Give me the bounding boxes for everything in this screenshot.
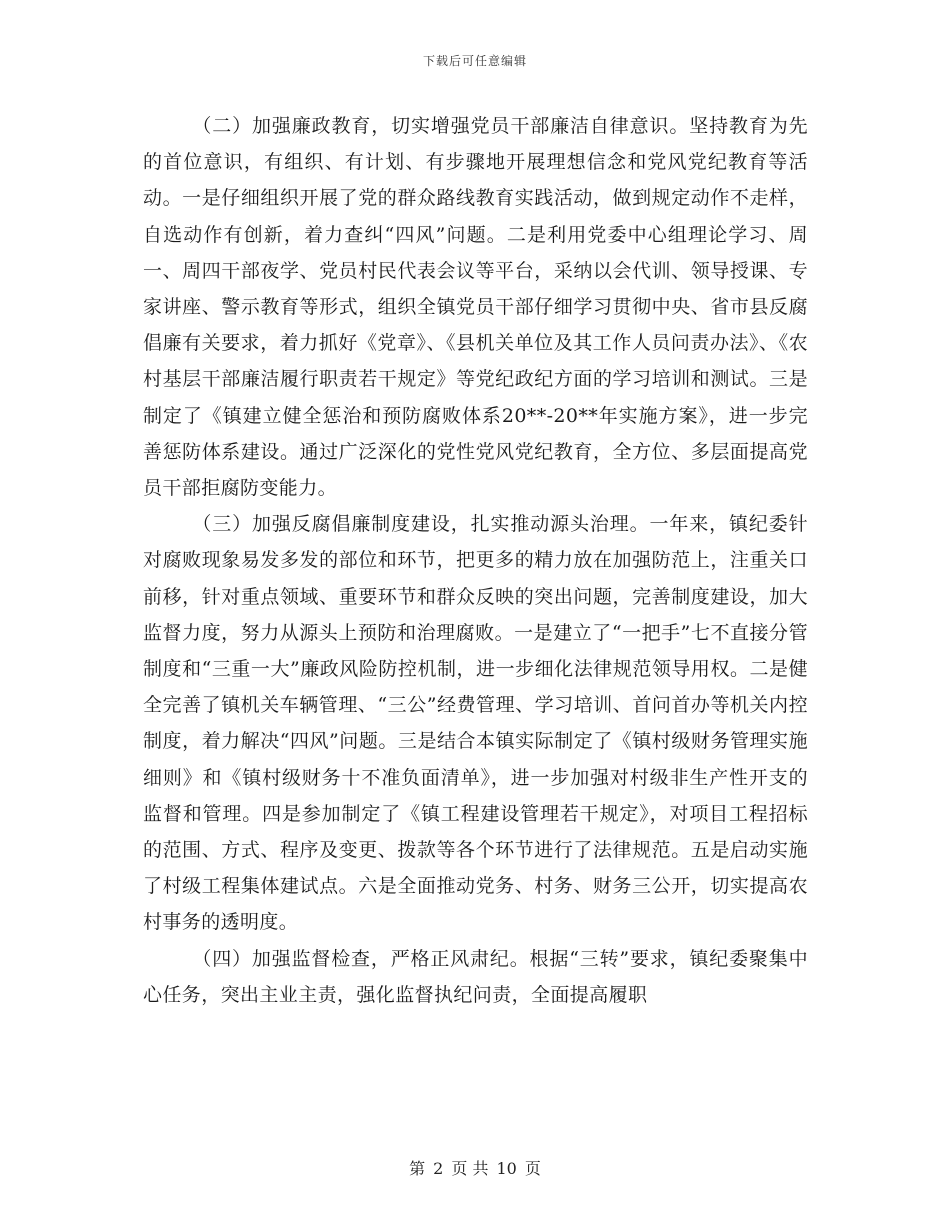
- page-number-total: 10: [496, 1159, 517, 1178]
- page-footer: [0, 1156, 950, 1179]
- paragraph-section-3: （三）加强反腐倡廉制度建设，扎实推动源头治理。一年来，镇纪委针对腐败现象易发多发的部位和环节，把更多的精力放在加强防范上，注重关口前移，针对重点领域、重要环节和群众反映的突出问题，完善制度建设，加大监督力度，努力从源头上预防和治理腐败。一是建立了“一把手”七不直接分管制度和“三重一大”廉政风险防控机制，进一步细化法律规范领导用权。二是健全完善了镇机关车辆管理、“三公”经费管理、学习培训、首问首办等机关内控制度，着力解决“四风”问题。三是结合本镇实际制定了《镇村级财务管理实施细则》和《镇村级财务十不准负面清单》，进一步加强对村级非生产性开支的监督和管理。四是参加制定了《镇工程建设管理若干规定》，对项目工程招标的范围、方式、程序及变更、拨款等各个环节进行了法律规范。五是启动实施了村级工程集体建试点。六是全面推动党务、村务、财务三公开，切实提高农村事务的透明度。: [143, 513, 808, 934]
- page-footer-prefix: 第: [409, 1159, 426, 1178]
- document-body: [143, 108, 808, 1013]
- page-header-note: 下载后可任意编辑: [422, 54, 527, 68]
- page-footer-middle: 页 共: [451, 1159, 489, 1178]
- page-number-current: 2: [433, 1159, 444, 1178]
- paragraph-section-2: （二）加强廉政教育，切实增强党员干部廉洁自律意识。坚持教育为先的首位意识，有组织、有计划、有步骤地开展理想信念和党风党纪教育等活动。一是仔细组织开展了党的群众路线教育实践活动，做到规定动作不走样，自选动作有创新，着力查纠“四风”问题。二是利用党委中心组理论学习、周一、周四干部夜学、党员村民代表会议等平台，采纳以会代训、领导授课、专家讲座、警示教育等形式，组织全镇党员干部仔细学习贯彻中央、省市县反腐倡廉有关要求，着力抓好《党章》、《县机关单位及其工作人员问责办法》、《农村基层干部廉洁履行职责若干规定》等党纪政纪方面的学习培训和测试。三是制定了《镇建立健全惩治和预防腐败体系20**-20**年实施方案》，进一步完善惩防体系建设。通过广泛深化的党性党风党纪教育，全方位、多层面提高党员干部拒腐防变能力。: [143, 115, 808, 500]
- page-footer-suffix: 页: [524, 1159, 541, 1178]
- paragraph-section-4: （四）加强监督检查，严格正风肃纪。根据“三转”要求，镇纪委聚集中心任务，突出主业主责，强化监督执纪问责，全面提高履职: [143, 947, 808, 1006]
